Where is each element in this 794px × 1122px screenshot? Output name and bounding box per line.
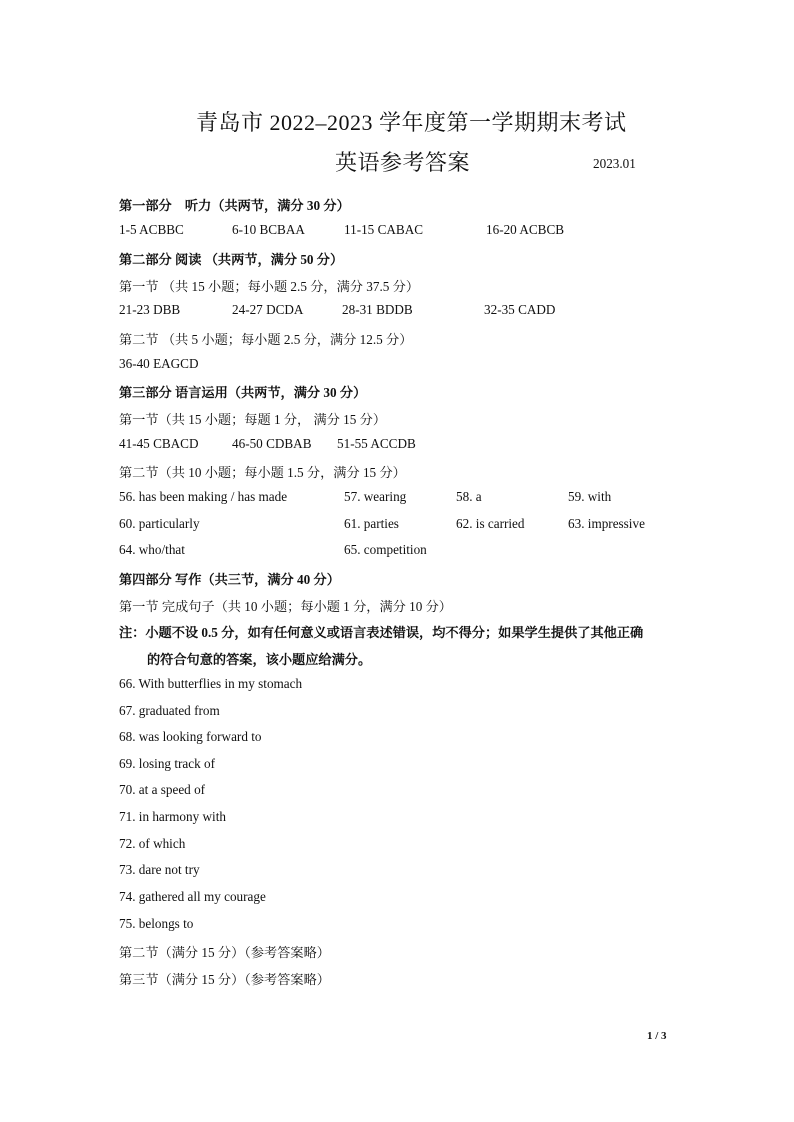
part3-sec2-answer: 58. a — [456, 489, 482, 504]
part4-answer: 71. in harmony with — [119, 809, 226, 824]
part4-sec1-heading: 第一节 完成句子（共 10 小题；每小题 1 分，满分 10 分） — [119, 599, 452, 614]
part3-sec2-heading: 第二节（共 10 小题；每小题 1.5 分，满分 15 分） — [119, 465, 406, 480]
part2-heading: 第二部分 阅读 （共两节，满分 50 分） — [119, 252, 344, 267]
part2-sec1-heading: 第一节 （共 15 小题；每小题 2.5 分，满分 37.5 分） — [119, 279, 420, 294]
part4-answer: 66. With butterflies in my stomach — [119, 676, 303, 691]
part4-sec3-heading: 第三节（满分 15 分）（参考答案略） — [119, 972, 330, 987]
part1-answer: 11-15 CABAC — [344, 222, 424, 237]
document-date: 2023.01 — [593, 156, 636, 171]
part4-answer: 75. belongs to — [119, 916, 194, 931]
part4-heading: 第四部分 写作（共三节，满分 40 分） — [119, 572, 340, 587]
part3-sec2-answer: 61. parties — [344, 516, 399, 531]
part4-answer: 72. of which — [119, 836, 186, 851]
part4-answer: 69. losing track of — [119, 756, 215, 771]
part4-note-line2: 的符合句意的答案，该小题应给满分。 — [147, 652, 372, 667]
part3-sec2-answer: 63. impressive — [568, 516, 645, 531]
part2-sec1-answer: 32-35 CADD — [484, 302, 556, 317]
part3-sec2-answer: 57. wearing — [344, 489, 407, 504]
part3-sec1-answer: 41-45 CBACD — [119, 436, 199, 451]
part3-sec1-answer: 51-55 ACCDB — [337, 436, 416, 451]
part1-answer: 1-5 ACBBC — [119, 222, 184, 237]
part1-answer: 16-20 ACBCB — [486, 222, 565, 237]
page-number: 1 / 3 — [647, 1030, 667, 1042]
part2-sec1-answer: 28-31 BDDB — [342, 302, 413, 317]
part4-answer: 67. graduated from — [119, 703, 220, 718]
part3-sec1-heading: 第一节（共 15 小题；每题 1 分， 满分 15 分） — [119, 412, 387, 427]
part3-heading: 第三部分 语言运用（共两节，满分 30 分） — [119, 385, 367, 400]
part3-sec2-answer: 59. with — [568, 489, 612, 504]
part4-answer: 70. at a speed of — [119, 782, 206, 797]
part1-answer: 6-10 BCBAA — [232, 222, 305, 237]
part4-answer: 74. gathered all my courage — [119, 889, 266, 904]
part2-sec2-heading: 第二节 （共 5 小题；每小题 2.5 分，满分 12.5 分） — [119, 332, 413, 347]
document-subtitle: 英语参考答案 — [335, 150, 471, 175]
part4-answer: 73. dare not try — [119, 862, 200, 877]
part3-sec2-answer: 64. who/that — [119, 542, 185, 557]
part3-sec2-answer: 56. has been making / has made — [119, 489, 288, 504]
part2-sec1-answer: 21-23 DBB — [119, 302, 181, 317]
part3-sec2-answer: 60. particularly — [119, 516, 200, 531]
part2-sec1-answer: 24-27 DCDA — [232, 302, 304, 317]
part4-note-line1: 注：小题不设 0.5 分，如有任何意义或语言表述错误，均不得分；如果学生提供了其他正确 — [119, 625, 644, 640]
part4-sec2-heading: 第二节（满分 15 分）（参考答案略） — [119, 945, 330, 960]
part2-sec2-answer: 36-40 EAGCD — [119, 356, 199, 371]
part3-sec1-answer: 46-50 CDBAB — [232, 436, 312, 451]
part3-sec2-answer: 65. competition — [344, 542, 427, 557]
part1-heading: 第一部分 听力（共两节，满分 30 分） — [119, 198, 350, 213]
part3-sec2-answer: 62. is carried — [456, 516, 525, 531]
document-title: 青岛市 2022–2023 学年度第一学期期末考试 — [196, 110, 627, 135]
part4-answer: 68. was looking forward to — [119, 729, 262, 744]
